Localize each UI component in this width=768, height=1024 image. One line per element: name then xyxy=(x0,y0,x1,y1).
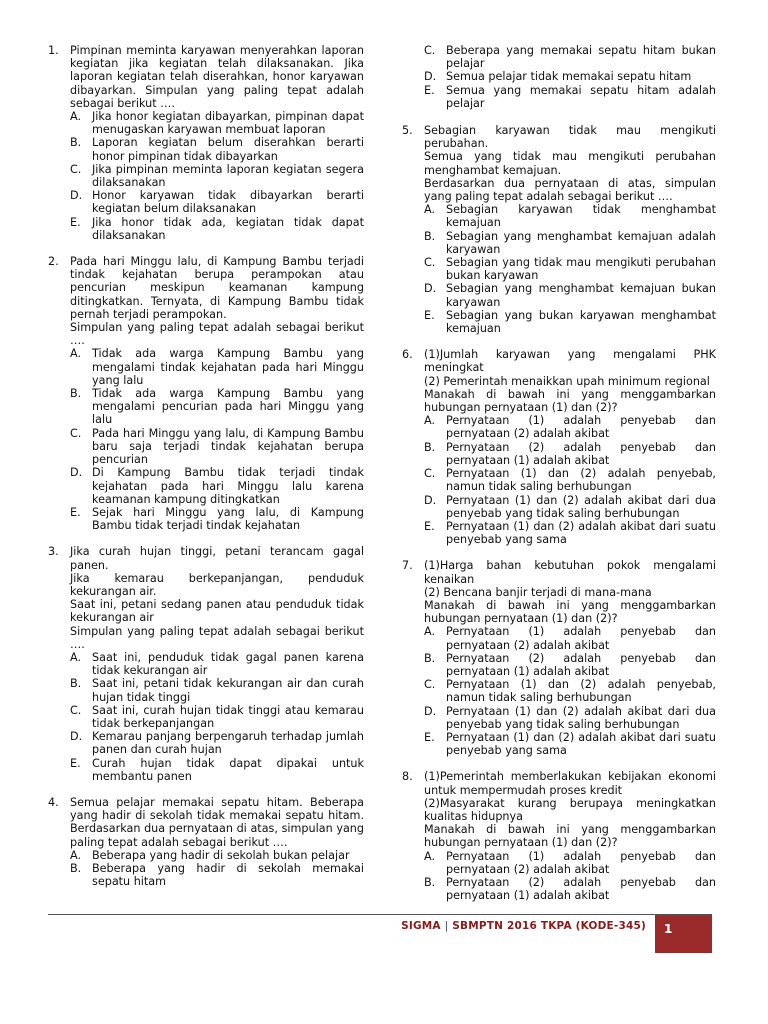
option-text: Sebagian karyawan tidak menghambat kemajuan xyxy=(446,203,716,230)
question-stem xyxy=(424,348,716,414)
option-label: D. xyxy=(424,70,437,84)
question-number: 1. xyxy=(48,44,59,57)
question-stem xyxy=(70,796,364,849)
question-item xyxy=(402,124,716,335)
option-text: Semua pelajar tidak memakai sepatu hitam xyxy=(446,70,692,84)
question-item xyxy=(402,348,716,546)
question-item xyxy=(48,796,364,888)
option-item xyxy=(424,282,716,308)
option-text: Pernyataan (1) dan (2) adalah penyebab, namun tidak saling berhubungan xyxy=(446,678,716,705)
option-label: A. xyxy=(424,625,436,639)
option-text: Pada hari Minggu yang lalu, di Kampung Bambu baru saja terjadi tindak kejahatan berupa pencurian xyxy=(92,426,364,467)
option-item xyxy=(424,876,716,902)
question-number: 4. xyxy=(48,795,59,809)
option-item xyxy=(70,136,364,162)
option-label: D. xyxy=(70,189,83,203)
option-text: Jika honor kegiatan dibayarkan, pimpinan dapat menugaskan karyawan membuat laporan xyxy=(92,110,364,137)
option-text: Semua yang memakai sepatu hitam adalah pelajar xyxy=(446,83,716,110)
question-body xyxy=(424,559,716,757)
option-label: C. xyxy=(424,467,436,481)
option-label: B. xyxy=(70,136,82,150)
option-label: D. xyxy=(70,466,83,480)
options-list xyxy=(70,849,364,889)
stem-paragraph: (2)Masyarakat kurang berupaya meningkatkan kualitas hidupnya xyxy=(424,796,716,823)
option-item xyxy=(70,677,364,703)
stem-paragraph: Sebagian karyawan tidak mau mengikuti perubahan. xyxy=(424,124,716,151)
option-item xyxy=(424,414,716,440)
option-item xyxy=(70,110,364,136)
option-item xyxy=(70,651,364,677)
option-text: Honor karyawan tidak dibayarkan berarti kegiatan belum dilaksanakan xyxy=(92,189,364,216)
option-text: Sebagian yang bukan karyawan menghambat kemajuan xyxy=(446,308,716,336)
question-item xyxy=(48,255,364,532)
option-label: D. xyxy=(424,704,437,718)
option-text: Pernyataan (1) adalah penyebab dan pernyataan (2) adalah akibat xyxy=(446,625,716,652)
option-item xyxy=(70,189,364,215)
question-body xyxy=(70,545,364,783)
option-text: Jika honor tidak ada, kegiatan tidak dapat dilaksanakan xyxy=(92,215,364,242)
option-label: A. xyxy=(70,848,82,862)
option-item xyxy=(424,70,716,83)
option-item xyxy=(424,731,716,757)
option-label: E. xyxy=(70,505,81,519)
option-label: C. xyxy=(424,44,436,57)
option-text: Saat ini, penduduk tidak gagal panen karena tidak kekurangan air xyxy=(92,650,364,678)
option-item xyxy=(70,216,364,242)
option-item xyxy=(70,387,364,427)
option-label: C. xyxy=(70,703,82,717)
option-label: A. xyxy=(424,849,436,863)
footer-brand: SIGMA xyxy=(401,920,441,932)
option-item xyxy=(424,678,716,704)
option-label: E. xyxy=(424,308,435,322)
option-text: Saat ini, petani tidak kekurangan air dan curah hujan tidak tinggi xyxy=(92,677,364,704)
option-item xyxy=(424,467,716,493)
option-item xyxy=(424,652,716,678)
question-item xyxy=(48,44,364,242)
option-label: E. xyxy=(424,83,435,97)
stem-paragraph: Saat ini, petani sedang panen atau penduduk tidak kekurangan air xyxy=(70,598,364,625)
options-list xyxy=(424,850,716,903)
option-text: Saat ini, curah hujan tidak tinggi atau kemarau tidak berkepanjangan xyxy=(92,703,364,730)
option-item xyxy=(70,730,364,756)
stem-paragraph: Manakah di bawah ini yang menggambarkan hubungan pernyataan (1) dan (2)? xyxy=(424,598,716,626)
page-number-badge xyxy=(655,915,712,953)
option-text: Jika pimpinan meminta laporan kegiatan segera dilaksanakan xyxy=(92,162,364,190)
option-item xyxy=(424,494,716,520)
option-text: Pernyataan (1) dan (2) adalah penyebab, namun tidak saling berhubungan xyxy=(446,467,716,494)
option-item xyxy=(70,466,364,506)
option-text: Pernyataan (1) dan (2) adalah akibat dari dua penyebab yang tidak saling berhubungan xyxy=(446,493,716,520)
options-list xyxy=(424,44,716,110)
stem-paragraph: (2) Bencana banjir terjadi di mana-mana xyxy=(424,585,652,599)
option-text: Pernyataan (2) adalah penyebab dan pernyataan (1) adalah akibat xyxy=(446,440,716,467)
question-number: 6. xyxy=(402,348,413,362)
option-label: E. xyxy=(70,215,81,229)
footer-exam-title: SBMPTN 2016 TKPA (KODE-345) xyxy=(452,920,646,932)
footer-separator: | xyxy=(444,920,449,932)
question-stem xyxy=(424,770,716,849)
question-stem xyxy=(70,545,364,651)
option-item xyxy=(70,704,364,730)
option-label: B. xyxy=(424,440,436,454)
option-label: D. xyxy=(424,282,437,296)
option-item xyxy=(424,705,716,731)
question-body xyxy=(70,796,364,888)
stem-paragraph: Jika curah hujan tinggi, petani terancam gagal panen. xyxy=(70,545,364,572)
option-item xyxy=(424,230,716,256)
question-stem xyxy=(424,559,716,625)
stem-paragraph: (2) Pemerintah menaikkan upah minimum regional xyxy=(424,374,710,388)
option-label: B. xyxy=(424,651,436,665)
options-list xyxy=(424,625,716,757)
option-item xyxy=(424,625,716,651)
stem-paragraph: Semua yang tidak mau mengikuti perubahan menghambat kemajuan. xyxy=(424,150,716,177)
question-number: 3. xyxy=(48,545,59,559)
question-item xyxy=(402,770,716,902)
option-item xyxy=(424,84,716,110)
option-item xyxy=(70,163,364,189)
question-body xyxy=(70,255,364,532)
option-item xyxy=(424,309,716,335)
stem-paragraph: Simpulan yang paling tepat adalah sebagai berikut …. xyxy=(70,321,364,348)
option-text: Laporan kegiatan belum diserahkan berarti honor pimpinan tidak dibayarkan xyxy=(92,136,364,163)
option-label: A. xyxy=(424,203,436,217)
question-number: 5. xyxy=(402,124,413,138)
option-text: Pernyataan (1) adalah penyebab dan pernyataan (2) adalah akibat xyxy=(446,849,716,876)
option-item xyxy=(70,849,364,862)
option-item xyxy=(424,520,716,546)
option-label: C. xyxy=(70,162,82,176)
option-label: E. xyxy=(70,756,81,770)
option-text: Sejak hari Minggu yang lalu, di Kampung Bambu tidak terjadi tindak kejahatan xyxy=(92,505,364,533)
option-text: Pernyataan (1) adalah penyebab dan pernyataan (2) adalah akibat xyxy=(446,414,716,441)
option-label: B. xyxy=(70,677,82,691)
right-column xyxy=(402,44,716,915)
option-label: C. xyxy=(70,426,82,440)
stem-paragraph: (1)Jumlah karyawan yang mengalami PHK meningkat xyxy=(424,348,716,375)
question-number: 8. xyxy=(402,770,413,784)
option-label: B. xyxy=(70,861,82,875)
question-item xyxy=(48,545,364,783)
options-list xyxy=(70,110,364,242)
question-body xyxy=(70,44,364,242)
option-text: Pernyataan (2) adalah penyebab dan pernyataan (1) adalah akibat xyxy=(446,651,716,678)
option-item xyxy=(70,347,364,387)
question-stem xyxy=(424,124,716,203)
question-body xyxy=(424,348,716,546)
option-label: A. xyxy=(424,414,436,428)
option-item xyxy=(424,203,716,229)
stem-paragraph: (1)Pemerintah memberlakukan kebijakan ekonomi untuk mempermudah proses kredit xyxy=(424,770,716,797)
option-item xyxy=(424,850,716,876)
option-label: D. xyxy=(424,493,437,507)
question-body xyxy=(424,770,716,902)
option-text: Pernyataan (2) adalah penyebab dan pernyataan (1) adalah akibat xyxy=(446,875,716,903)
continuation-indent xyxy=(402,44,424,110)
stem-paragraph: Berdasarkan dua pernyataan di atas, simpulan yang paling tepat adalah sebagai berikut …. xyxy=(424,176,716,204)
option-text: Beberapa yang hadir di sekolah memakai sepatu hitam xyxy=(92,861,364,889)
stem-paragraph: Manakah di bawah ini yang menggambarkan hubungan pernyataan (1) dan (2)? xyxy=(424,823,716,850)
option-label: C. xyxy=(424,256,436,270)
option-label: E. xyxy=(424,519,435,533)
option-item xyxy=(70,427,364,467)
option-text: Beberapa yang hadir di sekolah bukan pelajar xyxy=(92,848,350,862)
options-list xyxy=(424,203,716,335)
option-item xyxy=(70,506,364,532)
option-text: Sebagian yang tidak mau mengikuti perubahan bukan karyawan xyxy=(446,256,716,283)
question-body xyxy=(424,44,716,110)
stem-paragraph: Semua pelajar memakai sepatu hitam. Beberapa yang hadir di sekolah tidak memakai sepatu hitam. Berdasarkan dua pernyataan di atas, simpulan yang paling tepat adalah sebagai berikut …. xyxy=(70,795,364,849)
stem-paragraph: Pada hari Minggu lalu, di Kampung Bambu terjadi tindak kejahatan berupa perampokan atau pencurian meskipun keamanan kampung ditingkatkan. Ternyata, di Kampung Bambu tidak pernah terjadi perampokan. xyxy=(70,255,364,321)
option-label: A. xyxy=(70,347,82,361)
option-item xyxy=(424,44,716,70)
question-item xyxy=(402,559,716,757)
option-item xyxy=(424,256,716,282)
option-text: Curah hujan tidak dapat dipakai untuk membantu panen xyxy=(92,756,364,783)
option-label: D. xyxy=(70,730,83,744)
stem-paragraph: Simpulan yang paling tepat adalah sebagai berikut …. xyxy=(70,624,364,651)
option-text: Sebagian yang menghambat kemajuan adalah karyawan xyxy=(446,229,716,256)
question-number: 2. xyxy=(48,255,59,269)
option-text: Tidak ada warga Kampung Bambu yang mengalami tindak kejahatan pada hari Minggu yang lalu xyxy=(92,347,364,387)
option-text: Pernyataan (1) dan (2) adalah akibat dari suatu penyebab yang sama xyxy=(446,730,716,758)
option-text: Pernyataan (1) dan (2) adalah akibat dari suatu penyebab yang sama xyxy=(446,519,716,547)
option-label: C. xyxy=(424,678,436,692)
option-text: Beberapa yang memakai sepatu hitam bukan pelajar xyxy=(446,44,716,71)
question-stem xyxy=(70,255,364,347)
question-body xyxy=(424,124,716,335)
stem-paragraph: Manakah di bawah ini yang menggambarkan hubungan pernyataan (1) dan (2)? xyxy=(424,387,716,415)
option-text: Sebagian yang menghambat kemajuan bukan karyawan xyxy=(446,282,716,309)
footer-title xyxy=(401,920,646,932)
option-label: B. xyxy=(70,387,82,401)
footer-rule xyxy=(48,914,712,915)
option-label: A. xyxy=(70,110,82,124)
option-label: B. xyxy=(424,875,436,889)
question-number: 7. xyxy=(402,559,413,573)
page-number: 1 xyxy=(664,922,673,936)
option-item xyxy=(424,441,716,467)
option-text: Kemarau panjang berpengaruh terhadap jumlah panen dan curah hujan xyxy=(92,730,364,757)
options-list xyxy=(424,414,716,546)
options-list xyxy=(70,347,364,532)
option-item xyxy=(70,862,364,888)
stem-paragraph: Pimpinan meminta karyawan menyerahkan laporan kegiatan jika kegiatan telah dilaksanakan. Jika laporan kegiatan telah diserahkan, honor karyawan dibayarkan. Simpulan yang paling tepat adalah sebagai berikut …. xyxy=(70,44,364,110)
options-list xyxy=(70,651,364,783)
option-label: E. xyxy=(424,730,435,744)
option-label: A. xyxy=(70,650,82,664)
option-text: Pernyataan (1) dan (2) adalah akibat dari dua penyebab yang tidak saling berhubungan xyxy=(446,704,716,731)
option-label: B. xyxy=(424,229,436,243)
option-text: Di Kampung Bambu tidak terjadi tindak kejahatan pada hari Minggu lalu karena keamanan kampung ditingkatkan xyxy=(92,466,364,506)
stem-paragraph: Jika kemarau berkepanjangan, penduduk kekurangan air. xyxy=(70,571,364,598)
option-item xyxy=(70,757,364,783)
question-continuation xyxy=(402,44,716,110)
question-stem xyxy=(70,44,364,110)
option-text: Tidak ada warga Kampung Bambu yang mengalami pencurian pada hari Minggu yang lalu xyxy=(92,387,364,427)
left-column xyxy=(48,44,364,901)
stem-paragraph: (1)Harga bahan kebutuhan pokok mengalami kenaikan xyxy=(424,559,716,586)
